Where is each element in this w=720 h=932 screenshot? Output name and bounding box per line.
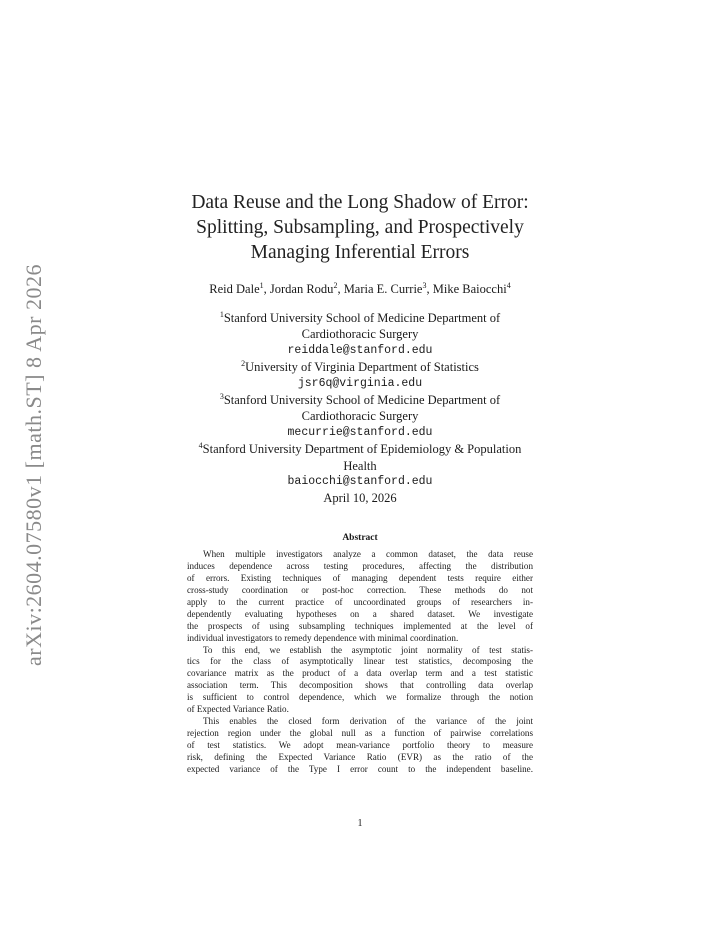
abstract-line: This enables the closed form derivation of the variance of the joint [203, 716, 533, 727]
affiliation-email: jsr6q@virginia.edu [297, 376, 423, 390]
author-name: Reid Dale [209, 282, 260, 296]
abstract-line: When multiple investigators analyze a common dataset, the data reuse [203, 549, 533, 559]
affiliation-line [140, 441, 580, 457]
affiliation-line: Cardiothoracic Surgery [301, 409, 419, 424]
abstract-line: expected variance of the Type I error count to the independent baseline. [187, 763, 533, 774]
author-name: Jordan Rodu [269, 282, 334, 296]
author-name: Mike Baiocchi [432, 282, 507, 296]
title-line: Splitting, Subsampling, and Prospectively [196, 217, 524, 238]
abstract-line: apply to the current practice of uncoordinated groups of researchers in- [187, 596, 533, 607]
author-affiliation-mark: 4 [506, 280, 511, 290]
abstract-line: of Expected Variance Ratio. [187, 704, 289, 715]
abstract-heading: Abstract [342, 533, 378, 543]
author-affiliation-mark: 3 [422, 280, 427, 290]
abstract-line: individual investigators to remedy dependence with minimal coordination. [187, 632, 459, 643]
affiliation-text: Stanford University Department of Epidemiology & Population [202, 442, 522, 457]
author-affiliation-mark: 2 [333, 280, 338, 290]
affiliation-text: Stanford University School of Medicine Department of [223, 393, 501, 408]
affiliation-email: baiocchi@stanford.edu [287, 475, 433, 489]
author-affiliation-mark: 1 [259, 280, 264, 290]
abstract-line: covariance matrix as the product of a data overlap term and a test statistic [187, 668, 533, 679]
abstract-line: the prospects of using subsampling techniques implemented at the level of [187, 620, 533, 631]
abstract-line: association term. This decomposition shows that controlling data overlap [187, 680, 533, 691]
abstract-line: risk, defining the Expected Variance Ratio (EVR) as the ratio of the [187, 751, 533, 762]
paper-title [150, 190, 570, 265]
page-number: 1 [357, 818, 363, 829]
abstract-line: rejection region under the global null as a function of pairwise correlations [187, 728, 533, 739]
affiliation-mark: 4 [198, 441, 203, 451]
abstract-line: induces dependence across testing procedures, affecting the distribution [187, 560, 533, 571]
abstract-line: cross-study coordination or post-hoc correction. These methods do not [187, 584, 533, 595]
affiliation-text: University of Virginia Department of Statistics [245, 360, 479, 375]
affiliation-line: Health [343, 458, 377, 473]
paper-date: April 10, 2026 [323, 491, 397, 506]
affiliation-line [140, 359, 580, 375]
affiliation-mark: 2 [241, 359, 246, 369]
author-list: Reid Dale$^1$, Jordan Rodu$^2$, Maria E. Currie$^3$, Mike Baiocchi$^4$ [209, 280, 511, 296]
abstract-line: of test statistics. We adopt mean-variance portfolio theory to measure [187, 740, 533, 750]
abstract-line: To this end, we establish the asymptotic joint normality of test statis- [203, 644, 533, 655]
arxiv-identifier-stamp [14, 255, 54, 675]
affiliation-line [140, 392, 580, 408]
title-line: Managing Inferential Errors [250, 242, 470, 263]
title-line: Data Reuse and the Long Shadow of Error: [191, 192, 529, 213]
affiliation-email: mecurrie@stanford.edu [287, 425, 433, 439]
affiliations [140, 310, 580, 507]
arxiv-identifier-text: arXiv:2604.07580v1 [math.ST] 8 Apr 2026 [21, 263, 46, 667]
affiliation-line [140, 310, 580, 326]
affiliation-mark: 3 [219, 391, 224, 401]
affiliation-line: Cardiothoracic Surgery [301, 327, 419, 342]
affiliation-text: Stanford University School of Medicine Department of [223, 311, 501, 325]
abstract-line: tics for the class of asymptotically linear test statistics, decomposing the [187, 656, 533, 667]
abstract-body [187, 549, 533, 776]
affiliation-email: reiddale@stanford.edu [287, 343, 433, 357]
affiliation-mark: 1 [219, 309, 224, 319]
abstract-line: is sufficient to control dependence, which we formalize through the notion [187, 692, 533, 703]
abstract-line: of errors. Existing techniques of managing dependent tests require either [187, 572, 533, 583]
abstract-line: dependently evaluating hypotheses on a shared dataset. We investigate [187, 608, 533, 619]
author-name: Maria E. Currie [343, 282, 423, 296]
